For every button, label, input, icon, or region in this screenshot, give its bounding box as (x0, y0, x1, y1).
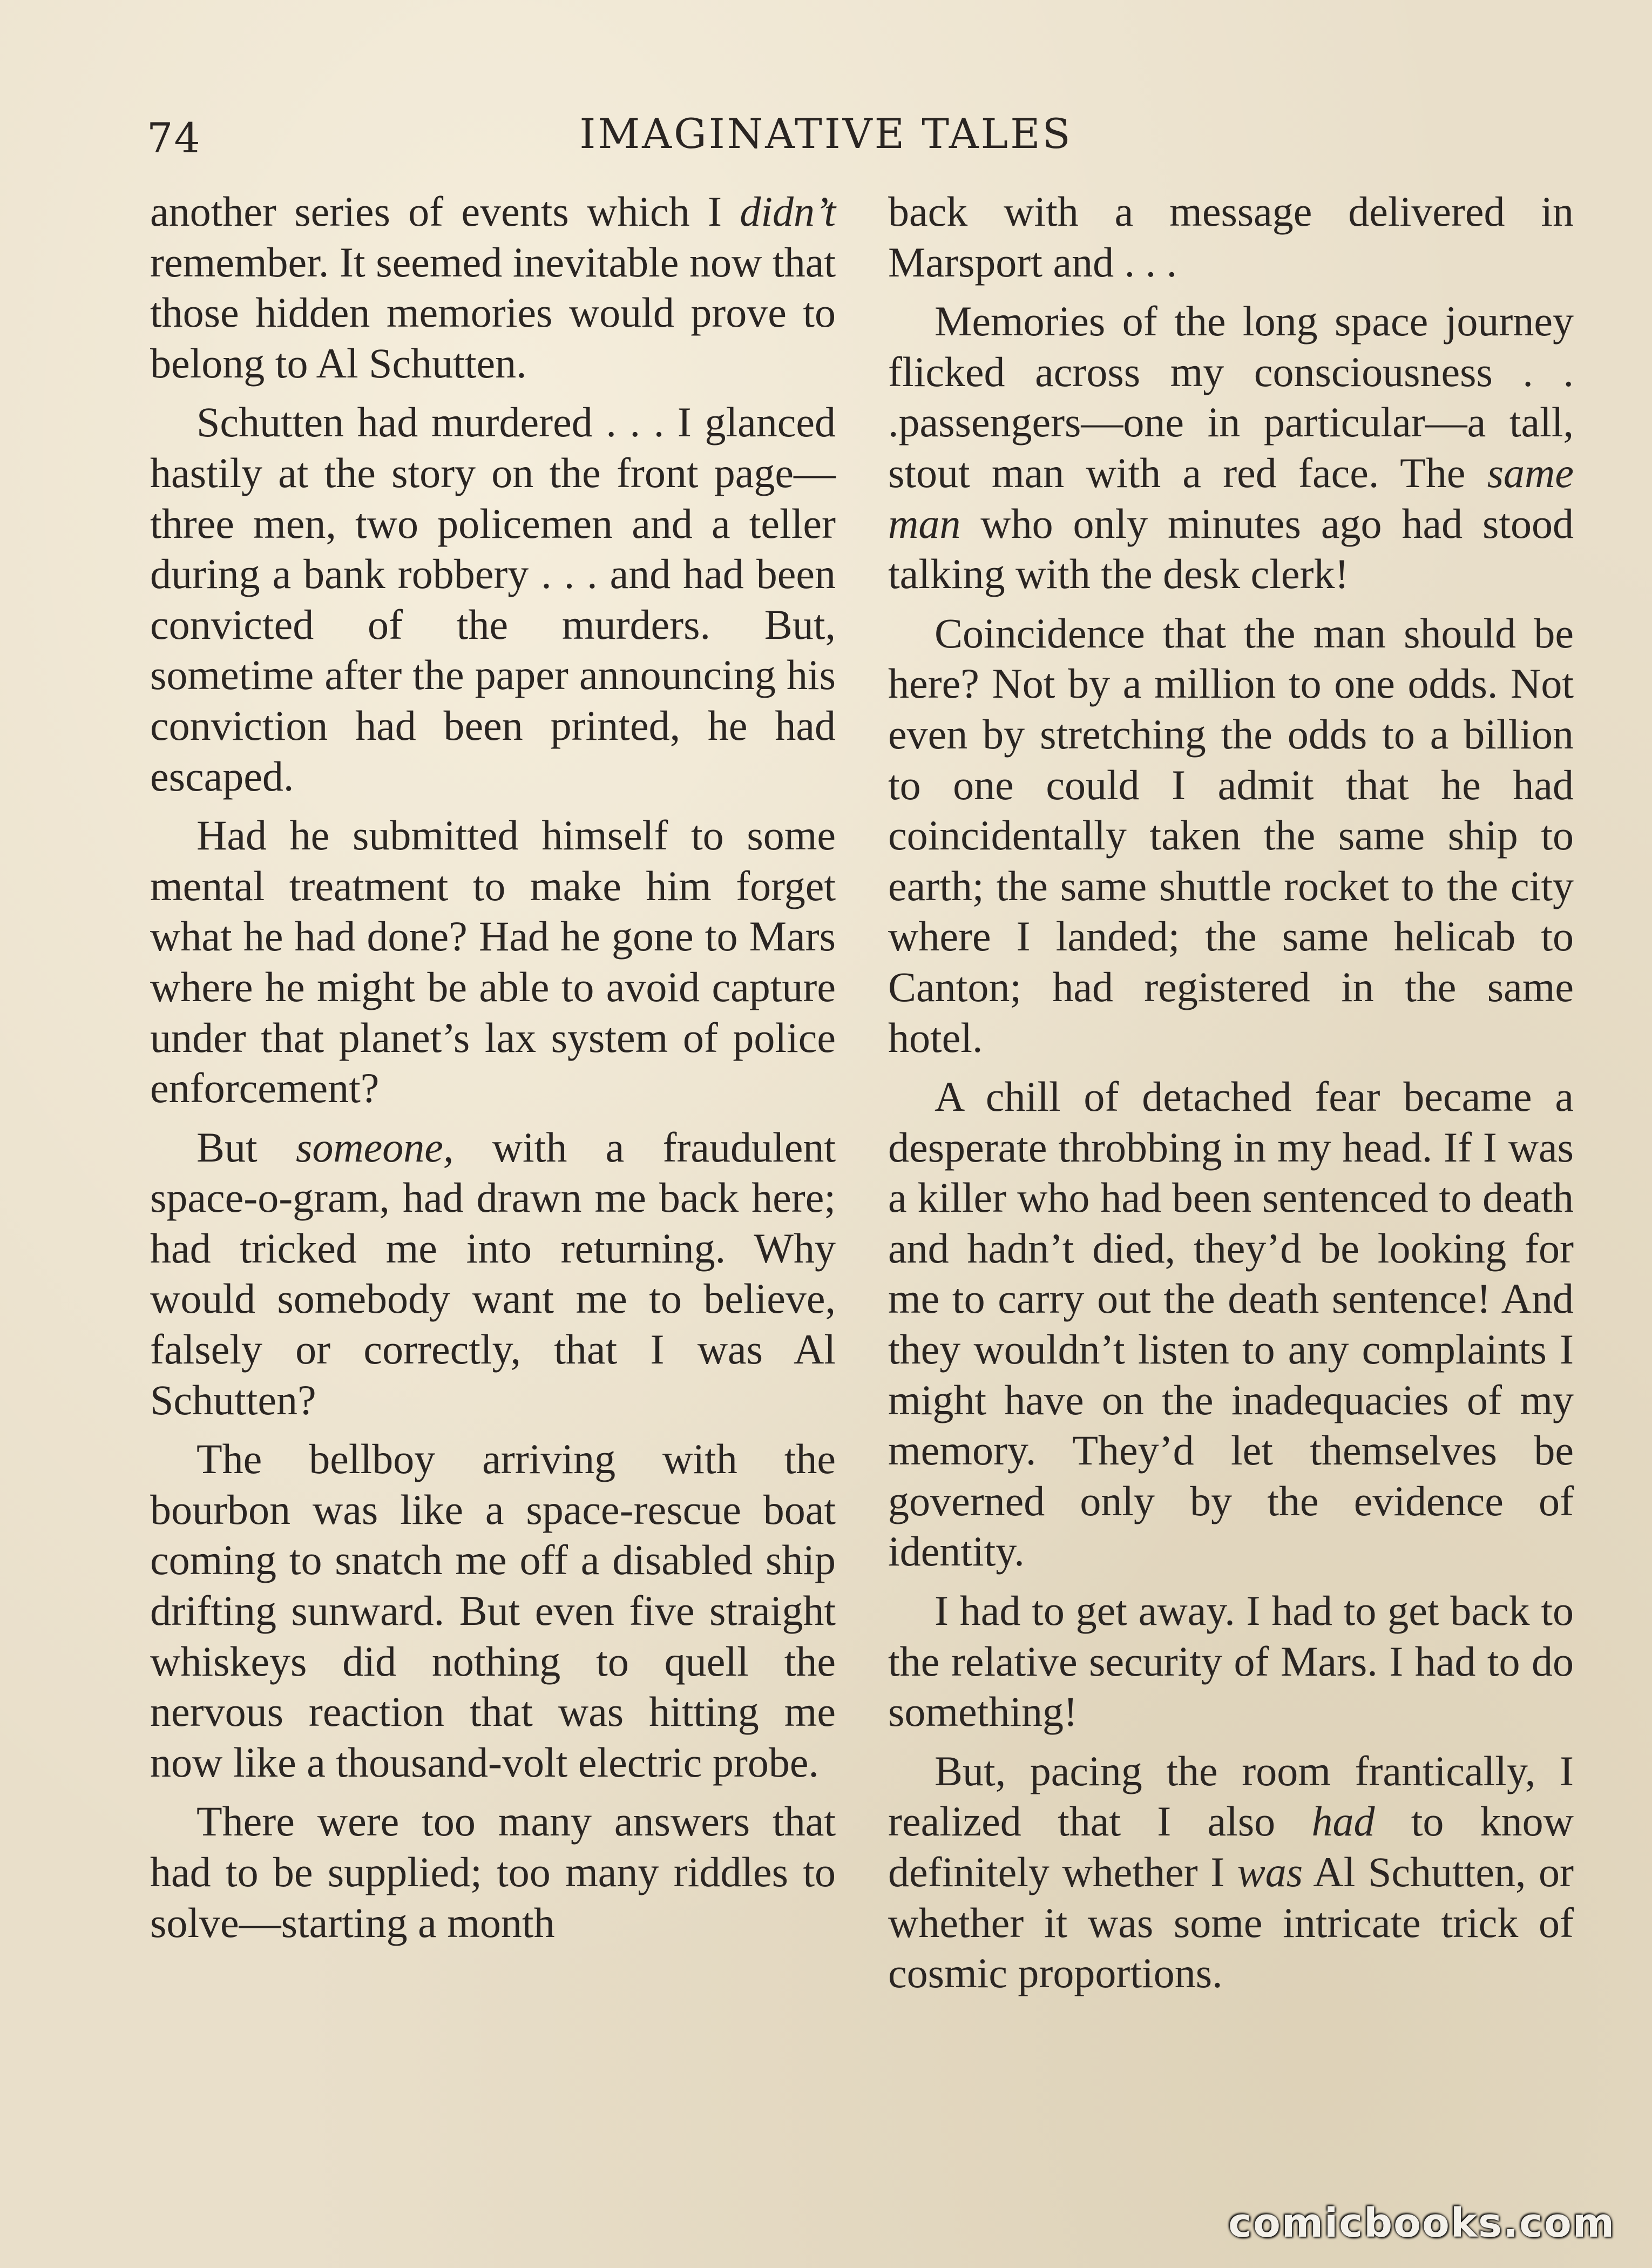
paragraph: Coincidence that the man should be here? Not by a million to one odds. Not even by stretching the odds to a billion to one could I admit that he had coincidentally taken the same ship to earth; the same shuttle rocket to the city where I landed; the same helicab to Canton; had registered in the same hotel. (888, 609, 1574, 1061)
site-watermark: comicbooks.com (1228, 2200, 1615, 2246)
paragraph: Had he submitted himself to some mental treatment to make him forget what he had done? Had he gone to Mars where he might be able to avoid capture under that planet’s lax system of police enforcement? (150, 812, 836, 1112)
italic-text: was (1237, 1848, 1303, 1895)
text-run: But, pacing the room frantically, I realized that I also (888, 1747, 1574, 1845)
paragraph: Schutten had murdered . . . I glanced hastily at the story on the front page—three men, two policemen and a teller during a bank robbery . . . and had been convicted of the murders. But, sometime after the paper announcing his conviction had been printed, he had escaped. (150, 399, 836, 800)
text-run: remember. It seemed inevitable now that those hidden memories would prove to belong to Al Schutten. (150, 238, 836, 387)
paragraph: I had to get away. I had to get back to the relative security of Mars. I had to do something! (888, 1587, 1574, 1736)
paragraph: back with a message delivered in Marsport and . . . (888, 188, 1574, 286)
paragraph: A chill of detached fear became a desperate throbbing in my head. If I was a killer who had been sentenced to death and hadn’t died, they’d be looking for me to carry out the death sentence! And they wouldn’t listen to any complaints I might have on the inadequacies of my memory. They’d let themselves be governed only by the evidence of identity. (888, 1073, 1574, 1575)
paragraph: The bellboy arriving with the bourbon was like a space-rescue boat coming to snatch me off a disabled ship drifting sunward. But even five straight whiskeys did nothing to quell the nervous reaction that was hitting me now like a thousand-volt electric probe. (150, 1435, 836, 1786)
italic-text: didn’t (740, 188, 836, 235)
paragraph (150, 1122, 836, 1426)
italic-text: same man (888, 449, 1574, 547)
paragraph: There were too many answers that had to be supplied; too many riddles to solve—starting a month (150, 1798, 836, 1946)
running-title: IMAGINATIVE TALES (579, 110, 1073, 158)
italic-text: someone, (295, 1123, 454, 1171)
text-run: with a fraudulent space-o-gram, had drawn me back here; had tricked me into returning. Why would somebody want me to believe, falsely or correctly, that I was Al Schutten? (150, 1123, 836, 1423)
paragraph (150, 186, 836, 388)
text-run: to know definitely whether I (888, 1798, 1574, 1895)
page-header (0, 108, 1652, 167)
text-run: But (197, 1123, 296, 1171)
right-column (888, 186, 1574, 2007)
paragraph (888, 1746, 1574, 1999)
left-column (150, 186, 836, 1956)
text-run: who only minutes ago had stood talking with the desk clerk! (888, 500, 1574, 598)
text-run: another series of events which I (150, 188, 740, 235)
text-run: Al Schutten, or whether it was some intricate trick of cosmic proportions. (888, 1848, 1574, 1997)
text-run: Memories of the long space journey flicked across my consciousness . . .passengers—one in particular—a tall, stout man with a red face. The (888, 298, 1574, 496)
italic-text: had (1311, 1798, 1375, 1845)
paragraph (888, 296, 1574, 599)
page-number: 74 (147, 114, 201, 162)
